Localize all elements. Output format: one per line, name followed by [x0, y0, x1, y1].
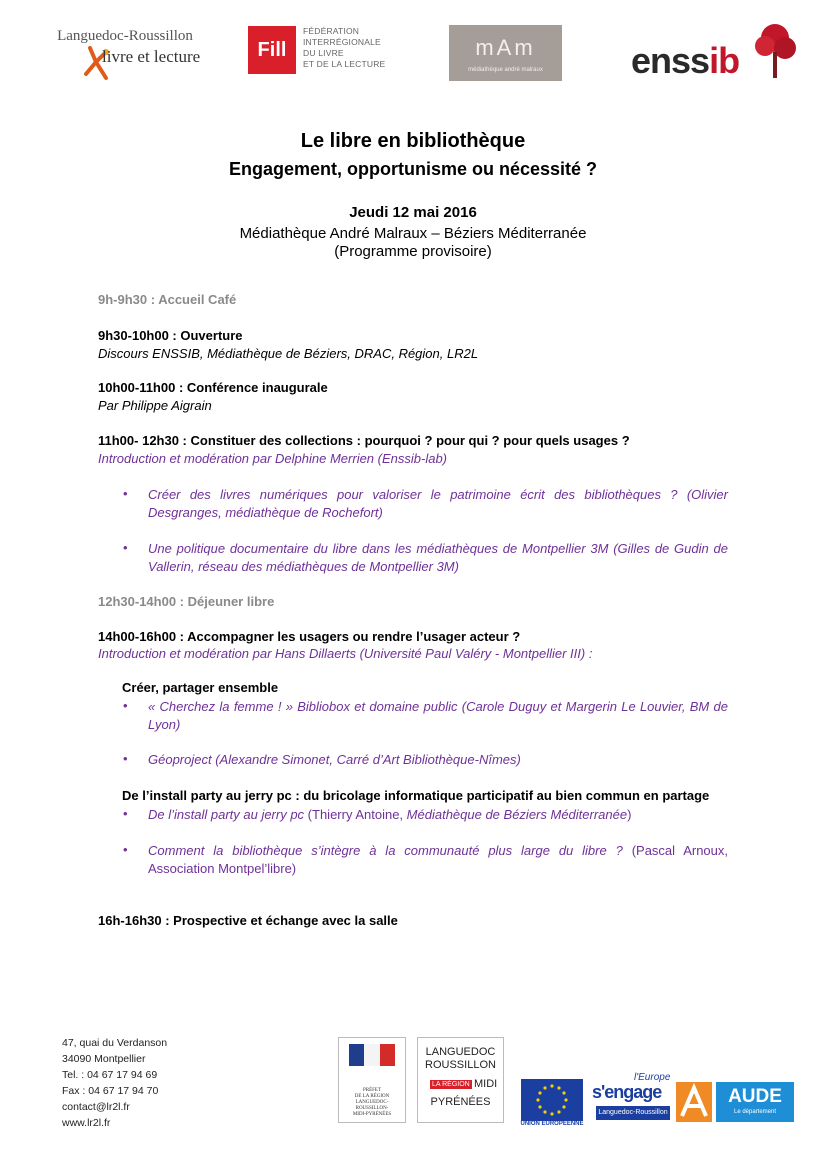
page-subtitle: Engagement, opportunisme ou nécessité ? [228, 159, 598, 179]
program-note: (Programme provisoire) [334, 243, 492, 260]
usagers-desc: Introduction et modération par Hans Dillaerts (Université Paul Valéry - Montpellier III) : [98, 646, 593, 661]
list-item: De l’install party au jerry pc (Thierry Antoine, Médiathèque de Béziers Méditerranée) [148, 807, 632, 822]
prefet-logo [338, 1037, 406, 1123]
list-item: « Cherchez la femme ! » Bibliobox et domaine public (Carole Duguy et Margerin Le Louvier, BM de Lyon) [148, 699, 728, 732]
eu-logo [518, 1079, 584, 1127]
prospective-slot: 16h-16h30 : Prospective et échange avec la salle [98, 913, 398, 928]
aude-sub: Le département [733, 1109, 777, 1115]
region-name: LANGUEDOC ROUSSILLON [425, 1046, 496, 1071]
collections-slot: 11h00- 12h30 : Constituer des collections : pourquoi ? pour qui ? pour quels usages ? [98, 433, 630, 448]
fill-logo [248, 26, 388, 76]
bullet-icon: • [123, 486, 128, 501]
eu-label: UNION EUROPEENNE [520, 1121, 584, 1127]
ouverture-slot: 9h30-10h00 : Ouverture [98, 328, 243, 343]
aude-mark-icon [676, 1082, 712, 1122]
region-name-2: PYRÉNÉES [430, 1096, 491, 1108]
bullet-icon: • [123, 540, 128, 555]
list-item: Créer des livres numériques pour valoriser le patrimoine écrit des bibliothèques ? (Olivier Desgranges, médiathèque de Rochefort) [148, 487, 728, 520]
bullet-icon: • [123, 842, 128, 857]
install-heading: De l’install party au jerry pc : du bricolage informatique participatif au bien commun en partage [122, 788, 710, 803]
enssib-wordmark: enssib [631, 40, 740, 81]
page-title: Le libre en bibliothèque [300, 130, 526, 152]
languedoc-roussillon-livre-lecture-logo [40, 28, 210, 90]
mam-logo-sub: médiathèque andré malraux [468, 67, 543, 73]
event-date: Jeudi 12 mai 2016 [349, 204, 477, 221]
region-badge: LA RÉGION [432, 1081, 470, 1088]
lr-logo-line1: Languedoc-Roussillon [57, 28, 193, 44]
enssib-logo [628, 20, 798, 82]
aude-logo [676, 1082, 794, 1122]
bullet-icon: • [123, 751, 128, 766]
marianne-flag-icon [349, 1044, 395, 1066]
engage-line3: Languedoc-Roussillon [596, 1106, 670, 1120]
mam-logo-mark: mAm [475, 35, 536, 60]
fill-logo-mark: Fill [248, 26, 296, 74]
aude-box [716, 1082, 794, 1122]
list-item: Une politique documentaire du libre dans les médiathèques de Montpellier 3M (Gilles de Gudin de Vallerin, réseau des médiathèques de Montpellier 3M) [148, 541, 728, 574]
aude-word: AUDE [728, 1086, 782, 1107]
tree-icon [753, 20, 798, 80]
mam-logo [449, 25, 562, 81]
list-item: Géoproject (Alexandre Simonet, Carré d’Art Bibliothèque-Nîmes) [148, 752, 521, 767]
bullet-icon: • [123, 806, 128, 821]
region-midi: MIDI [474, 1078, 498, 1090]
ouverture-desc: Discours ENSSIB, Médiathèque de Béziers, DRAC, Région, LR2L [98, 346, 479, 361]
fill-logo-text: FÉDÉRATION INTERRÉGIONALE DU LIVRE ET DE LA LECTURE [303, 26, 386, 69]
usagers-slot: 14h00-16h00 : Accompagner les usagers ou rendre l’usager acteur ? [98, 629, 521, 644]
engage-line2: s'engage [592, 1082, 662, 1102]
engage-line1: l'Europe [634, 1072, 671, 1083]
lr-logo-line2: livre et lecture [102, 47, 201, 66]
collections-desc: Introduction et modération par Delphine Merrien (Enssib-lab) [98, 451, 448, 466]
bullet-icon: • [123, 698, 128, 713]
prefet-text: PRÉFET DE LA RÉGION LANGUEDOC- ROUSSILLON- MIDI-PYRÉNÉES [352, 1088, 392, 1117]
conference-desc: Par Philippe Aigrain [98, 398, 212, 413]
europe-engage-logo [590, 1072, 672, 1124]
eu-flag-icon [521, 1079, 583, 1121]
dejeuner-slot: 12h30-14h00 : Déjeuner libre [98, 594, 275, 609]
event-place: Médiathèque André Malraux – Béziers Méditerranée [239, 225, 587, 242]
accueil-slot: 9h-9h30 : Accueil Café [98, 292, 237, 307]
list-item: Comment la bibliothèque s’intègre à la communauté plus large du libre ? (Pascal Arnoux, Association Montpel’libre) [148, 843, 729, 876]
contact-address: 47, quai du Verdanson 34090 Montpellier Tel. : 04 67 17 94 69 Fax : 04 67 17 94 70 contact@lr2l.fr www.lr2l.fr [62, 1037, 168, 1129]
region-logo [417, 1037, 504, 1123]
creer-heading: Créer, partager ensemble [122, 680, 279, 695]
conference-slot: 10h00-11h00 : Conférence inaugurale [98, 380, 328, 395]
